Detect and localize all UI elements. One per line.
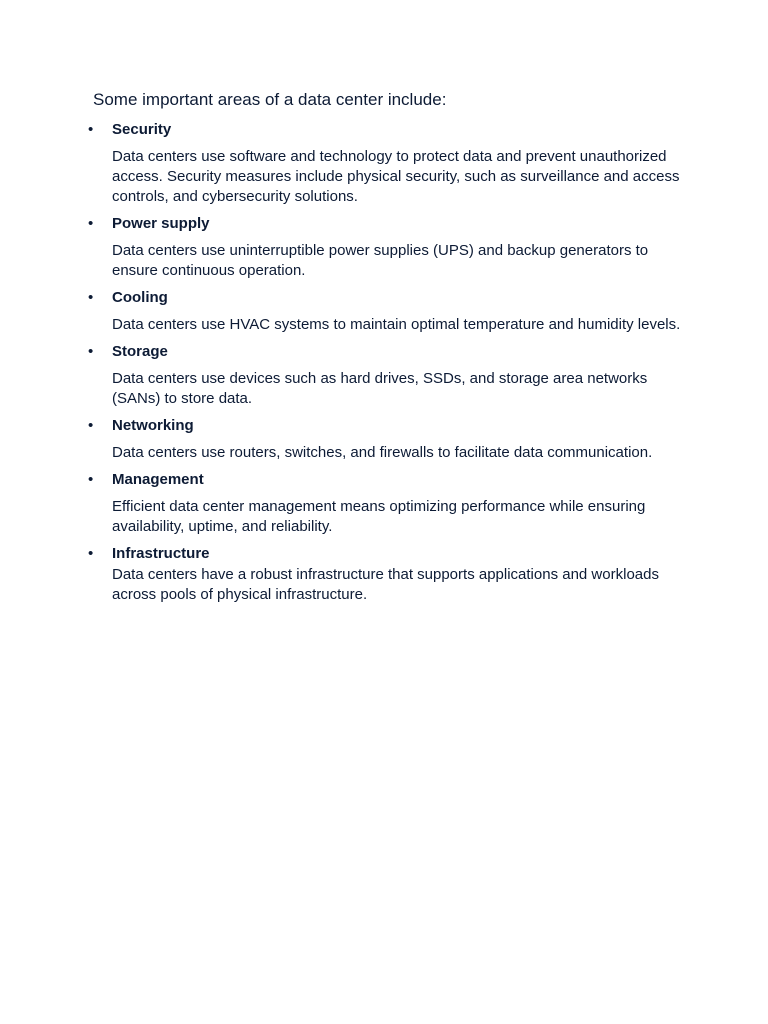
bullet-icon: •	[88, 417, 94, 434]
list-item-storage	[0, 342, 768, 409]
intro-text: Some important areas of a data center include:	[93, 90, 447, 109]
bullet-icon: •	[88, 215, 94, 232]
item-description: Data centers use HVAC systems to maintain optimal temperature and humidity levels.	[112, 316, 681, 333]
item-description: Data centers use routers, switches, and firewalls to facilitate data communication.	[112, 444, 653, 461]
bullet-icon: •	[88, 289, 94, 306]
item-title: Security	[112, 121, 172, 138]
bullet-icon: •	[88, 343, 94, 360]
item-title: Power supply	[112, 215, 210, 232]
bullet-icon: •	[88, 121, 94, 138]
item-title: Management	[112, 471, 204, 488]
bullet-icon: •	[88, 471, 94, 488]
item-description: Efficient data center management means optimizing performance while ensuring availability, uptime, and reliability.	[112, 498, 646, 535]
list-item-networking	[0, 416, 768, 463]
item-title: Storage	[112, 343, 168, 360]
list-item-security	[0, 120, 768, 207]
item-title: Cooling	[112, 289, 168, 306]
list-item-management	[0, 470, 768, 537]
list-item-infrastructure	[0, 544, 768, 605]
item-description: Data centers use devices such as hard drives, SSDs, and storage area networks (SANs) to store data.	[112, 370, 648, 407]
list-item-power-supply	[0, 214, 768, 281]
bullet-icon: •	[88, 545, 94, 562]
list-item-cooling	[0, 288, 768, 335]
item-title: Infrastructure	[112, 545, 210, 562]
item-description: Data centers use uninterruptible power supplies (UPS) and backup generators to ensure continuous operation.	[112, 242, 649, 279]
item-description: Data centers use software and technology to protect data and prevent unauthorized access. Security measures include physical security, such as surveillance and access controls, and cybersecurity solutions.	[112, 148, 680, 205]
areas-list	[0, 120, 768, 612]
item-title: Networking	[112, 417, 194, 434]
item-description: Data centers have a robust infrastructure that supports applications and workloads across pools of physical infrastructure.	[112, 566, 659, 603]
